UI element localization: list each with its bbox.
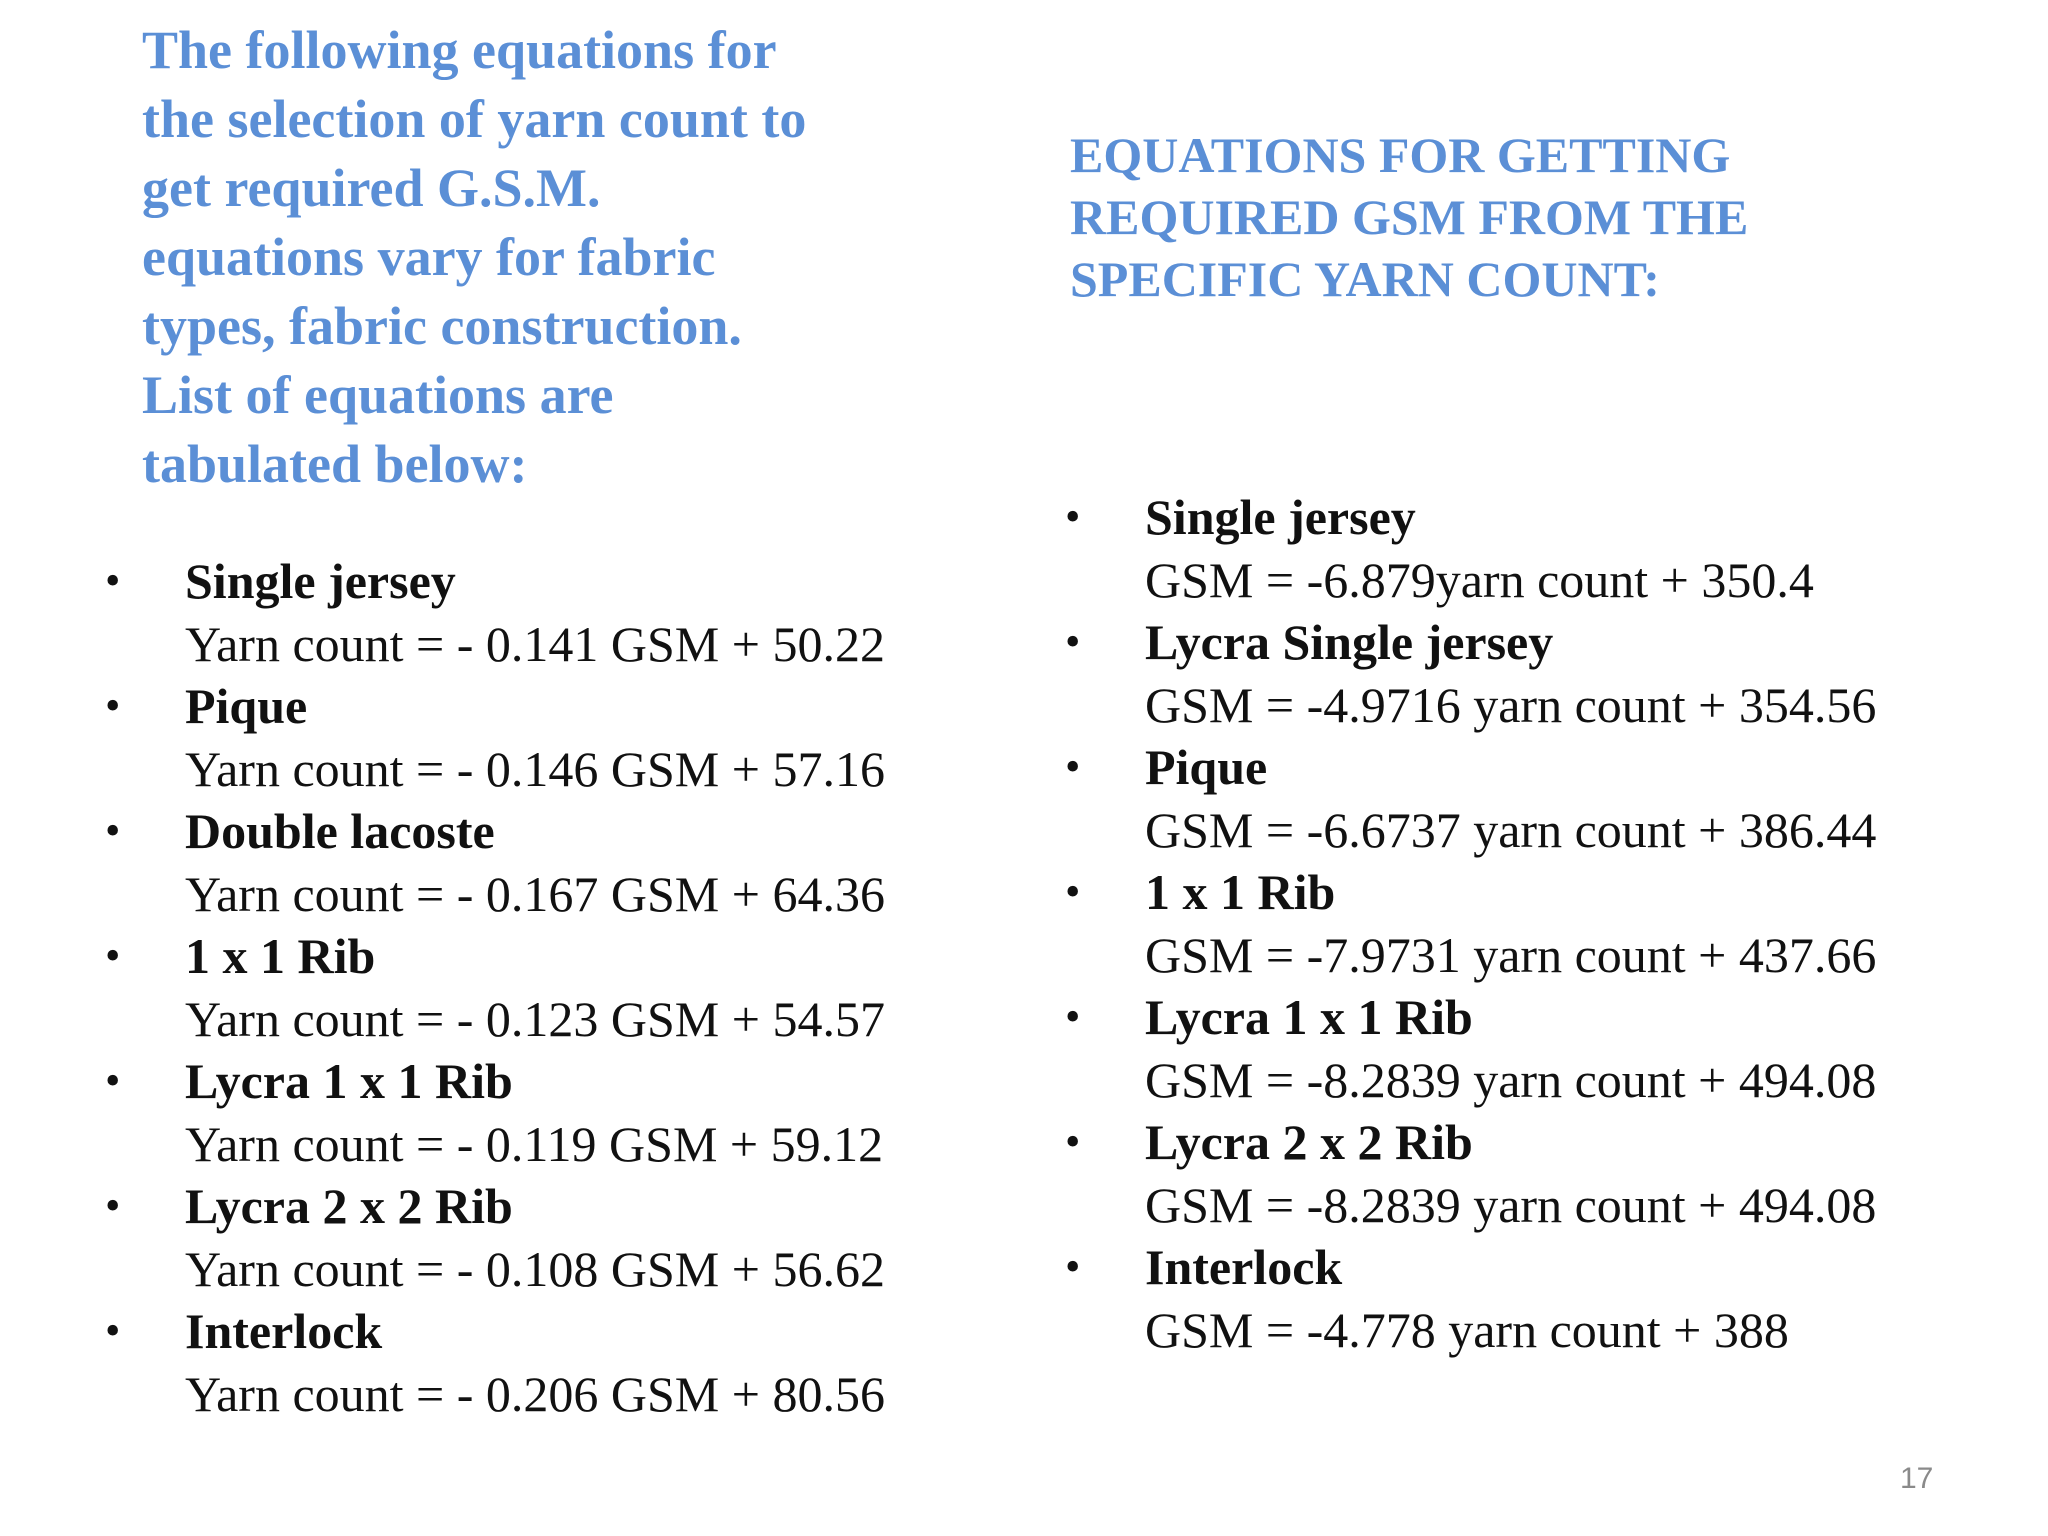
left-heading-line: equations vary for fabric: [142, 227, 716, 287]
fabric-name: Interlock: [185, 1303, 383, 1359]
left-heading-line: get required G.S.M.: [142, 158, 601, 218]
fabric-name: Lycra 2 x 2 Rib: [1145, 1114, 1473, 1170]
list-item: [105, 1050, 1005, 1175]
list-item: [105, 550, 1005, 675]
fabric-name: 1 x 1 Rib: [185, 928, 376, 984]
right-heading: [1070, 124, 1970, 310]
list-item: [105, 675, 1005, 800]
list-item: [105, 800, 1005, 925]
right-heading-line: EQUATIONS FOR GETTING: [1070, 127, 1731, 183]
list-item: [105, 1175, 1005, 1300]
equation-text: GSM = -4.9716 yarn count + 354.56: [1145, 676, 1877, 733]
bullet-icon: •: [1065, 867, 1081, 916]
right-heading-line: REQUIRED GSM FROM THE: [1070, 189, 1749, 245]
equation-text: GSM = -8.2839 yarn count + 494.08: [1145, 1051, 1877, 1108]
bullet-icon: •: [105, 1181, 121, 1230]
list-item: [1065, 1111, 2025, 1236]
bullet-icon: •: [1065, 1117, 1081, 1166]
bullet-icon: •: [1065, 617, 1081, 666]
fabric-name: 1 x 1 Rib: [1145, 864, 1336, 920]
right-heading-line: SPECIFIC YARN COUNT:: [1070, 251, 1660, 307]
equation-text: Yarn count = - 0.123 GSM + 54.57: [185, 990, 885, 1047]
left-heading-line: The following equations for: [142, 20, 777, 80]
equation-text: Yarn count = - 0.108 GSM + 56.62: [185, 1240, 885, 1297]
fabric-name: Pique: [1145, 739, 1268, 795]
yarn-count-equation-list: [105, 550, 1005, 1425]
list-item: [105, 925, 1005, 1050]
list-item: [1065, 1236, 2025, 1361]
fabric-name: Lycra 2 x 2 Rib: [185, 1178, 513, 1234]
list-item: [1065, 986, 2025, 1111]
fabric-name: Single jersey: [185, 553, 456, 609]
fabric-name: Interlock: [1145, 1239, 1343, 1295]
equation-text: Yarn count = - 0.206 GSM + 80.56: [185, 1365, 885, 1422]
fabric-name: Double lacoste: [185, 803, 495, 859]
fabric-name: Lycra Single jersey: [1145, 614, 1554, 670]
bullet-icon: •: [105, 806, 121, 855]
equation-text: GSM = -7.9731 yarn count + 437.66: [1145, 926, 1877, 983]
page-number: 17: [1900, 1462, 1934, 1495]
left-heading-line: tabulated below:: [142, 434, 528, 494]
fabric-name: Lycra 1 x 1 Rib: [1145, 989, 1473, 1045]
equation-text: GSM = -8.2839 yarn count + 494.08: [1145, 1176, 1877, 1233]
bullet-icon: •: [1065, 742, 1081, 791]
bullet-icon: •: [105, 556, 121, 605]
fabric-name: Pique: [185, 678, 308, 734]
equation-text: Yarn count = - 0.119 GSM + 59.12: [185, 1115, 884, 1172]
list-item: [1065, 486, 2025, 611]
bullet-icon: •: [1065, 1242, 1081, 1291]
bullet-icon: •: [105, 1056, 121, 1105]
bullet-icon: •: [105, 931, 121, 980]
list-item: [1065, 736, 2025, 861]
equation-text: Yarn count = - 0.167 GSM + 64.36: [185, 865, 885, 922]
equation-text: GSM = -6.879yarn count + 350.4: [1145, 551, 1814, 608]
list-item: [105, 1300, 1005, 1425]
fabric-name: Lycra 1 x 1 Rib: [185, 1053, 513, 1109]
bullet-icon: •: [1065, 492, 1081, 541]
left-heading-line: List of equations are: [142, 365, 614, 425]
left-heading-line: types, fabric construction.: [142, 296, 742, 356]
bullet-icon: •: [1065, 992, 1081, 1041]
equation-text: GSM = -6.6737 yarn count + 386.44: [1145, 801, 1877, 858]
left-heading-line: the selection of yarn count to: [142, 89, 807, 149]
list-item: [1065, 861, 2025, 986]
fabric-name: Single jersey: [1145, 489, 1416, 545]
gsm-equation-list: [1065, 486, 2025, 1361]
left-heading: [142, 16, 902, 499]
bullet-icon: •: [105, 681, 121, 730]
list-item: [1065, 611, 2025, 736]
equation-text: GSM = -4.778 yarn count + 388: [1145, 1301, 1789, 1358]
bullet-icon: •: [105, 1306, 121, 1355]
equation-text: Yarn count = - 0.141 GSM + 50.22: [185, 615, 885, 672]
equation-text: Yarn count = - 0.146 GSM + 57.16: [185, 740, 885, 797]
